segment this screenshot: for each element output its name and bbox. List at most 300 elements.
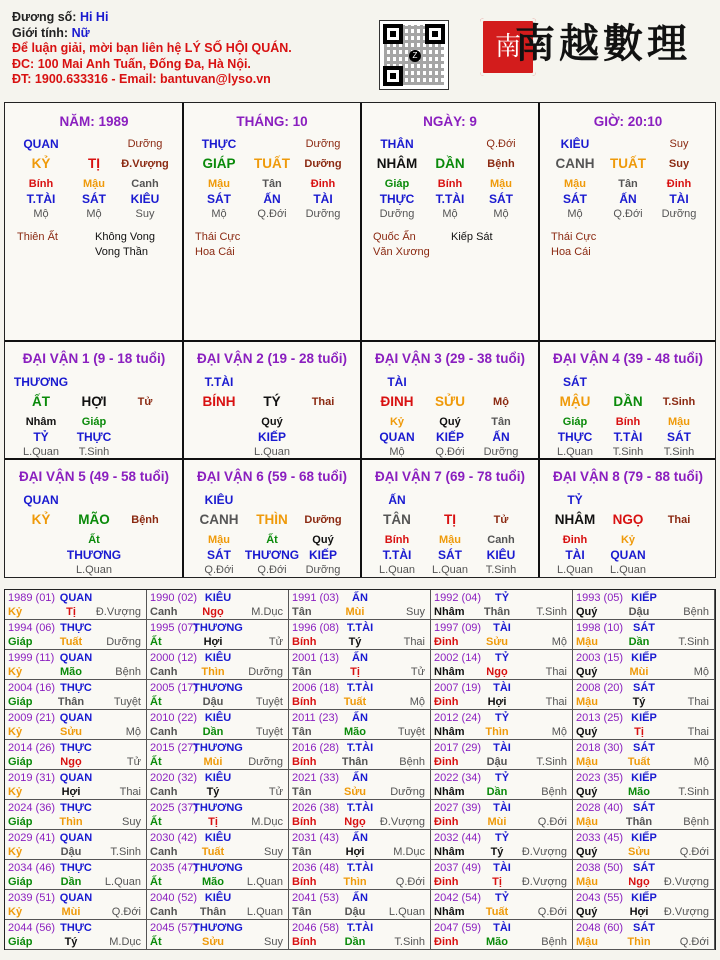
hidden-ten-god: T.TÀI bbox=[435, 192, 465, 206]
dai-van-hidden-stem: Bính bbox=[384, 534, 410, 546]
dai-van-hidden-stem: Ất bbox=[266, 534, 278, 546]
year-stem: Tân bbox=[292, 606, 312, 618]
dai-van-hidden-stem: Mậu bbox=[668, 416, 690, 428]
year-stem: Mậu bbox=[576, 696, 598, 708]
year-stem: Quý bbox=[576, 786, 598, 798]
year-life-stage: Thai bbox=[545, 666, 567, 678]
year-age: 1996 (08) bbox=[292, 622, 340, 634]
dai-van-hidden-stage: L.Quan bbox=[22, 446, 60, 458]
year-branch: Tý bbox=[206, 786, 220, 798]
dai-van-title: ĐẠI VẬN 8 (79 - 88 tuổi) bbox=[552, 469, 704, 484]
year-life-stage: Q.Đới bbox=[537, 906, 567, 918]
year-life-stage: Thai bbox=[687, 726, 709, 738]
year-cell bbox=[5, 740, 147, 770]
year-life-stage: Tuyệt bbox=[255, 726, 283, 738]
year-cell bbox=[431, 770, 573, 800]
year-cell bbox=[289, 770, 431, 800]
hidden-stem: Mậu bbox=[490, 178, 512, 190]
year-stem: Nhâm bbox=[434, 666, 465, 678]
pillar-branch-state: Bệnh bbox=[487, 158, 515, 170]
dai-van-hidden-stage: L.Quan bbox=[556, 446, 594, 458]
dai-van-hidden-stem: Canh bbox=[487, 534, 515, 546]
hidden-stem: Mậu bbox=[208, 178, 230, 190]
hidden-ten-god: TÀI bbox=[669, 192, 689, 206]
year-branch: Ngọ bbox=[628, 876, 650, 888]
special-star: Thái Cực bbox=[195, 231, 241, 243]
hidden-stem: Mậu bbox=[83, 178, 105, 190]
year-stem: Bính bbox=[292, 636, 317, 648]
dai-van-hidden-stage: L.Quan bbox=[253, 446, 291, 458]
pillar-life-stage: Dưỡng bbox=[127, 138, 163, 150]
year-age: 1992 (04) bbox=[434, 592, 482, 604]
year-branch: Tý bbox=[490, 846, 504, 858]
dai-van-branch: MÃO bbox=[78, 512, 110, 527]
year-cell bbox=[431, 860, 573, 890]
dai-van-hidden-god: T.TÀI bbox=[613, 430, 643, 444]
year-ten-god: KIÊU bbox=[204, 772, 232, 784]
year-ten-god: TỶ bbox=[494, 652, 510, 664]
year-ten-god: TÀI bbox=[493, 622, 511, 634]
year-life-stage: Bệnh bbox=[683, 816, 709, 828]
year-life-stage: Tuyệt bbox=[397, 726, 425, 738]
year-age: 2041 (53) bbox=[292, 892, 340, 904]
year-cell bbox=[147, 860, 289, 890]
year-life-stage: T.Sinh bbox=[110, 846, 141, 858]
address-line: ĐC: 100 Mai Anh Tuấn, Đống Đa, Hà Nội. bbox=[12, 56, 251, 71]
year-cell bbox=[147, 890, 289, 920]
year-stem: Quý bbox=[576, 666, 598, 678]
year-life-stage: Dưỡng bbox=[248, 756, 283, 768]
year-stem: Kỷ bbox=[8, 726, 23, 738]
year-age: 1998 (10) bbox=[576, 622, 624, 634]
pillar-earthly-branch: TỊ bbox=[88, 156, 100, 171]
year-ten-god: ẤN bbox=[352, 592, 368, 604]
dai-van-hidden-stage: T.Sinh bbox=[612, 446, 644, 458]
year-stem: Quý bbox=[576, 606, 598, 618]
year-stem: Tân bbox=[292, 906, 312, 918]
dai-van-hidden-stage: L.Quan bbox=[75, 564, 113, 576]
hidden-life-stage: Suy bbox=[135, 208, 155, 220]
year-cell bbox=[289, 890, 431, 920]
year-ten-god: T.TÀI bbox=[346, 622, 374, 634]
year-branch: Dần bbox=[202, 726, 224, 738]
year-ten-god: KIÊU bbox=[204, 892, 232, 904]
year-branch: Tuất bbox=[343, 696, 367, 708]
year-ten-god: KIẾP bbox=[631, 592, 657, 604]
year-branch: Thân bbox=[341, 756, 369, 768]
person-name: Hi Hi bbox=[79, 10, 109, 24]
year-cell bbox=[431, 590, 573, 620]
year-branch: Sửu bbox=[201, 936, 225, 948]
year-cell bbox=[289, 590, 431, 620]
year-life-stage: L.Quan bbox=[246, 876, 283, 888]
year-ten-god: KIÊU bbox=[204, 592, 232, 604]
dai-van-hidden-god: KIẾP bbox=[308, 548, 338, 562]
year-life-stage: Đ.Vượng bbox=[521, 876, 567, 888]
year-age: 2022 (34) bbox=[434, 772, 482, 784]
year-branch: Hợi bbox=[203, 636, 223, 648]
year-age: 1997 (09) bbox=[434, 622, 482, 634]
year-stem: Giáp bbox=[8, 636, 33, 648]
year-age: 2039 (51) bbox=[8, 892, 56, 904]
year-cell bbox=[5, 920, 147, 950]
year-age: 1999 (11) bbox=[8, 652, 55, 664]
year-ten-god: T.TÀI bbox=[346, 682, 374, 694]
year-branch: Mùi bbox=[203, 756, 223, 768]
year-life-stage: Suy bbox=[122, 816, 141, 828]
hidden-ten-god: SÁT bbox=[563, 192, 587, 206]
year-branch: Tuất bbox=[627, 756, 651, 768]
year-age: 2042 (54) bbox=[434, 892, 482, 904]
year-age: 2045 (57) bbox=[150, 922, 198, 934]
year-ten-god: THỰC bbox=[60, 862, 92, 874]
qr-code: Z bbox=[379, 20, 449, 90]
gender-label: Giới tính: bbox=[12, 25, 69, 40]
year-branch: Thân bbox=[483, 606, 511, 618]
year-ten-god: T.TÀI bbox=[346, 742, 374, 754]
year-stem: Kỷ bbox=[8, 606, 23, 618]
year-stem: Đinh bbox=[434, 876, 459, 888]
dai-van-branch: NGỌ bbox=[612, 512, 644, 527]
year-stem: Canh bbox=[150, 846, 178, 858]
year-age: 2034 (46) bbox=[8, 862, 56, 874]
year-life-stage: T.Sinh bbox=[394, 936, 425, 948]
year-branch: Sửu bbox=[485, 636, 509, 648]
year-life-stage: Mộ bbox=[409, 696, 425, 708]
dai-van-hidden-stem: Đinh bbox=[562, 534, 588, 546]
year-ten-god: ẤN bbox=[352, 652, 368, 664]
year-cell bbox=[147, 650, 289, 680]
dai-van-hidden-stem: Quý bbox=[312, 534, 334, 546]
year-stem: Bính bbox=[292, 876, 317, 888]
hidden-stem: Canh bbox=[131, 178, 159, 190]
pillar-ten-god: THỰC bbox=[201, 137, 237, 151]
dai-van-hidden-god: QUAN bbox=[379, 430, 415, 444]
year-stem: Giáp bbox=[8, 696, 33, 708]
year-life-stage: M.Dục bbox=[109, 936, 141, 948]
year-cell bbox=[289, 800, 431, 830]
year-age: 2007 (19) bbox=[434, 682, 482, 694]
year-ten-god: TỶ bbox=[494, 772, 510, 784]
dai-van-hidden-stage: Q.Đới bbox=[435, 446, 465, 458]
year-life-stage: Q.Đới bbox=[111, 906, 141, 918]
year-life-stage: Dưỡng bbox=[390, 786, 425, 798]
dai-van-hidden-god: SÁT bbox=[207, 548, 231, 562]
chart-header bbox=[12, 10, 352, 88]
year-stem: Tân bbox=[292, 846, 312, 858]
year-ten-god: TÀI bbox=[493, 802, 511, 814]
year-life-stage: Mộ bbox=[693, 756, 709, 768]
year-cell bbox=[573, 590, 715, 620]
year-branch: Hợi bbox=[487, 696, 507, 708]
hidden-life-stage: Mộ bbox=[33, 208, 49, 220]
year-cell bbox=[431, 830, 573, 860]
dai-van-stem: TÂN bbox=[383, 512, 411, 527]
year-life-stage: Đ.Vượng bbox=[663, 876, 709, 888]
year-age: 2043 (55) bbox=[576, 892, 624, 904]
year-cell bbox=[573, 620, 715, 650]
year-cell bbox=[147, 830, 289, 860]
dai-van-branch: TỊ bbox=[444, 512, 456, 527]
year-life-stage: T.Sinh bbox=[536, 606, 567, 618]
hidden-ten-god: SÁT bbox=[82, 192, 106, 206]
year-cell bbox=[289, 920, 431, 950]
dai-van-state: Dưỡng bbox=[304, 514, 342, 526]
year-ten-god: THỰC bbox=[60, 622, 92, 634]
year-age: 2024 (36) bbox=[8, 802, 56, 814]
dai-van-ten-god: ẤN bbox=[388, 493, 406, 507]
year-age: 2011 (23) bbox=[292, 712, 339, 724]
pillar-title: NGÀY: 9 bbox=[423, 114, 477, 129]
year-age: 2035 (47) bbox=[150, 862, 198, 874]
special-star: Không Vong bbox=[95, 231, 155, 243]
year-branch: Mão bbox=[344, 726, 366, 738]
year-age: 2008 (20) bbox=[576, 682, 624, 694]
special-star: Vong Thần bbox=[95, 246, 149, 258]
year-age: 2047 (59) bbox=[434, 922, 482, 934]
year-stem: Ất bbox=[150, 636, 162, 648]
year-cell bbox=[289, 620, 431, 650]
year-ten-god: TÀI bbox=[493, 862, 511, 874]
year-life-stage: Thai bbox=[403, 636, 425, 648]
year-age: 2013 (25) bbox=[576, 712, 624, 724]
year-ten-god: TỶ bbox=[494, 832, 510, 844]
year-life-stage: Tuyệt bbox=[113, 696, 141, 708]
pillar-ten-god: KIÊU bbox=[560, 137, 590, 151]
dai-van-hidden-stem: Giáp bbox=[562, 416, 588, 428]
year-cell bbox=[5, 620, 147, 650]
dai-van-hidden-stage: T.Sinh bbox=[485, 564, 517, 576]
hidden-life-stage: Q.Đới bbox=[257, 208, 287, 220]
dai-van-branch: THÌN bbox=[256, 512, 288, 527]
year-age: 2001 (13) bbox=[292, 652, 340, 664]
dai-van-hidden-stem: Ất bbox=[88, 534, 100, 546]
year-cell bbox=[431, 710, 573, 740]
special-star: Hoa Cái bbox=[551, 246, 591, 258]
year-age: 2036 (48) bbox=[292, 862, 340, 874]
year-cell bbox=[289, 650, 431, 680]
year-stem: Đinh bbox=[434, 816, 459, 828]
dai-van-hidden-stem: Bính bbox=[615, 416, 641, 428]
hidden-ten-god: SÁT bbox=[207, 192, 231, 206]
year-age: 2010 (22) bbox=[150, 712, 198, 724]
hidden-stem: Bính bbox=[437, 178, 463, 190]
year-branch: Tuất bbox=[201, 846, 225, 858]
year-life-stage: Q.Đới bbox=[679, 846, 709, 858]
year-ten-god: ẤN bbox=[352, 832, 368, 844]
year-stem: Kỷ bbox=[8, 846, 23, 858]
pillar-ten-god: QUAN bbox=[23, 137, 59, 151]
special-star: Kiếp Sát bbox=[451, 231, 493, 243]
year-ten-god: T.TÀI bbox=[346, 802, 374, 814]
year-cell bbox=[573, 740, 715, 770]
year-stem: Tân bbox=[292, 786, 312, 798]
year-age: 2019 (31) bbox=[8, 772, 56, 784]
hidden-ten-god: ẤN bbox=[263, 192, 281, 206]
dai-van-state: Thai bbox=[311, 396, 335, 408]
year-branch: Tị bbox=[634, 726, 644, 738]
year-ten-god: THƯƠNG bbox=[193, 622, 243, 634]
year-age: 1994 (06) bbox=[8, 622, 56, 634]
four-pillars-panel bbox=[4, 102, 716, 578]
year-age: 1995 (07) bbox=[150, 622, 198, 634]
dai-van-title: ĐẠI VẬN 1 (9 - 18 tuổi) bbox=[22, 351, 166, 366]
year-age: 1993 (05) bbox=[576, 592, 624, 604]
year-branch: Dậu bbox=[344, 906, 366, 918]
annual-luck-table bbox=[4, 589, 716, 950]
year-stem: Đinh bbox=[434, 636, 459, 648]
year-ten-god: TỶ bbox=[494, 712, 510, 724]
year-life-stage: Đ.Vượng bbox=[379, 816, 425, 828]
pillar-earthly-branch: TUẤT bbox=[610, 156, 646, 171]
dai-van-branch: SỬU bbox=[435, 394, 465, 409]
year-ten-god: THƯƠNG bbox=[193, 682, 243, 694]
pillar-branch-state: Dưỡng bbox=[304, 158, 342, 170]
year-cell bbox=[147, 680, 289, 710]
year-stem: Đinh bbox=[434, 756, 459, 768]
year-ten-god: THỰC bbox=[60, 682, 92, 694]
pillar-life-stage: Suy bbox=[669, 138, 689, 150]
year-life-stage: Bệnh bbox=[541, 786, 567, 798]
dai-van-hidden-god: ẤN bbox=[492, 430, 510, 444]
year-age: 2037 (49) bbox=[434, 862, 482, 874]
dai-van-stem: MẬU bbox=[559, 394, 591, 409]
year-age: 2028 (40) bbox=[576, 802, 624, 814]
year-cell bbox=[147, 770, 289, 800]
special-star: Thiên Ất bbox=[17, 231, 58, 243]
year-branch: Ngọ bbox=[202, 606, 224, 618]
dai-van-hidden-god: KIÊU bbox=[486, 548, 516, 562]
year-branch: Dần bbox=[60, 876, 82, 888]
hidden-stem: Mậu bbox=[564, 178, 586, 190]
pillar-ten-god: THÂN bbox=[380, 137, 414, 151]
year-branch: Tị bbox=[492, 876, 502, 888]
year-stem: Giáp bbox=[8, 876, 33, 888]
dai-van-ten-god: TÀI bbox=[387, 375, 407, 389]
year-cell bbox=[431, 800, 573, 830]
row-divider bbox=[5, 458, 715, 460]
year-age: 2030 (42) bbox=[150, 832, 198, 844]
dai-van-hidden-god: TÀI bbox=[565, 548, 585, 562]
year-ten-god: SÁT bbox=[633, 922, 655, 934]
year-cell bbox=[573, 800, 715, 830]
year-stem: Nhâm bbox=[434, 606, 465, 618]
year-cell bbox=[289, 680, 431, 710]
year-life-stage: Dưỡng bbox=[248, 666, 283, 678]
year-life-stage: Mộ bbox=[125, 726, 141, 738]
dai-van-hidden-god: THƯƠNG bbox=[66, 548, 122, 562]
dai-van-ten-god: KIÊU bbox=[204, 493, 234, 507]
year-stem: Đinh bbox=[434, 696, 459, 708]
year-stem: Ất bbox=[150, 816, 162, 828]
year-ten-god: THỰC bbox=[60, 742, 92, 754]
year-branch: Mùi bbox=[61, 906, 81, 918]
year-cell bbox=[5, 800, 147, 830]
dai-van-hidden-stage: L.Quan bbox=[609, 564, 647, 576]
year-stem: Nhâm bbox=[434, 786, 465, 798]
year-branch: Tý bbox=[348, 636, 362, 648]
pillar-branch-state: Suy bbox=[668, 158, 690, 170]
year-cell bbox=[573, 830, 715, 860]
year-age: 2027 (39) bbox=[434, 802, 482, 814]
year-stem: Ất bbox=[150, 876, 162, 888]
year-life-stage: Đ.Vượng bbox=[95, 606, 141, 618]
year-cell bbox=[5, 830, 147, 860]
hidden-ten-god: T.TÀI bbox=[26, 192, 56, 206]
year-branch: Mão bbox=[202, 876, 224, 888]
year-branch: Thìn bbox=[627, 936, 651, 948]
pillar-heavenly-stem: KỶ bbox=[31, 156, 51, 171]
dai-van-hidden-stem: Quý bbox=[439, 416, 461, 428]
year-ten-god: T.TÀI bbox=[346, 922, 374, 934]
year-cell bbox=[573, 710, 715, 740]
dai-van-hidden-stem: Nhâm bbox=[25, 416, 57, 428]
hidden-life-stage: Mộ bbox=[493, 208, 509, 220]
year-stem: Tân bbox=[292, 666, 312, 678]
year-life-stage: Bệnh bbox=[541, 936, 567, 948]
dai-van-hidden-god: THỰC bbox=[76, 430, 112, 444]
year-stem: Canh bbox=[150, 726, 178, 738]
dai-van-hidden-stage: L.Quan bbox=[431, 564, 469, 576]
year-age: 2023 (35) bbox=[576, 772, 624, 784]
year-age: 2044 (56) bbox=[8, 922, 56, 934]
pillar-earthly-branch: TUẤT bbox=[254, 156, 290, 171]
year-stem: Giáp bbox=[8, 756, 33, 768]
year-cell bbox=[289, 860, 431, 890]
dai-van-state: Tử bbox=[137, 396, 153, 408]
year-branch: Dậu bbox=[60, 846, 82, 858]
year-branch: Tị bbox=[66, 606, 76, 618]
year-life-stage: Đ.Vượng bbox=[663, 906, 709, 918]
year-branch: Thân bbox=[199, 906, 227, 918]
dai-van-ten-god: THƯƠNG bbox=[13, 375, 69, 389]
dai-van-state: Bệnh bbox=[131, 514, 159, 526]
year-branch: Tý bbox=[64, 936, 78, 948]
dai-van-ten-god: T.TÀI bbox=[204, 375, 234, 389]
year-stem: Mậu bbox=[576, 936, 598, 948]
year-age: 2038 (50) bbox=[576, 862, 624, 874]
hidden-stem: Tân bbox=[262, 178, 282, 190]
year-ten-god: SÁT bbox=[633, 622, 655, 634]
year-ten-god: T.TÀI bbox=[346, 862, 374, 874]
pillar-branch-state: Đ.Vượng bbox=[121, 158, 169, 170]
year-age: 1989 (01) bbox=[8, 592, 56, 604]
year-ten-god: ẤN bbox=[352, 712, 368, 724]
year-life-stage: Dưỡng bbox=[106, 636, 141, 648]
year-age: 2026 (38) bbox=[292, 802, 340, 814]
year-age: 2031 (43) bbox=[292, 832, 340, 844]
year-age: 2025 (37) bbox=[150, 802, 198, 814]
year-age: 2009 (21) bbox=[8, 712, 56, 724]
year-ten-god: SÁT bbox=[633, 742, 655, 754]
year-cell bbox=[5, 590, 147, 620]
dai-van-hidden-god: TỶ bbox=[33, 430, 49, 444]
year-cell bbox=[5, 680, 147, 710]
year-ten-god: QUAN bbox=[59, 772, 93, 784]
year-life-stage: M.Dục bbox=[393, 846, 425, 858]
year-ten-god: KIẾP bbox=[631, 652, 657, 664]
dai-van-hidden-stem: Quý bbox=[261, 416, 283, 428]
year-branch: Mùi bbox=[487, 816, 507, 828]
dai-van-hidden-stage: L.Quan bbox=[556, 564, 594, 576]
dai-van-hidden-stage: Dưỡng bbox=[483, 446, 519, 458]
year-stem: Bính bbox=[292, 936, 317, 948]
dai-van-title: ĐẠI VẬN 2 (19 - 28 tuổi) bbox=[196, 351, 348, 366]
dai-van-hidden-stem: Mậu bbox=[439, 534, 461, 546]
year-stem: Quý bbox=[576, 726, 598, 738]
dai-van-hidden-god: THỰC bbox=[557, 430, 593, 444]
year-ten-god: TÀI bbox=[493, 742, 511, 754]
